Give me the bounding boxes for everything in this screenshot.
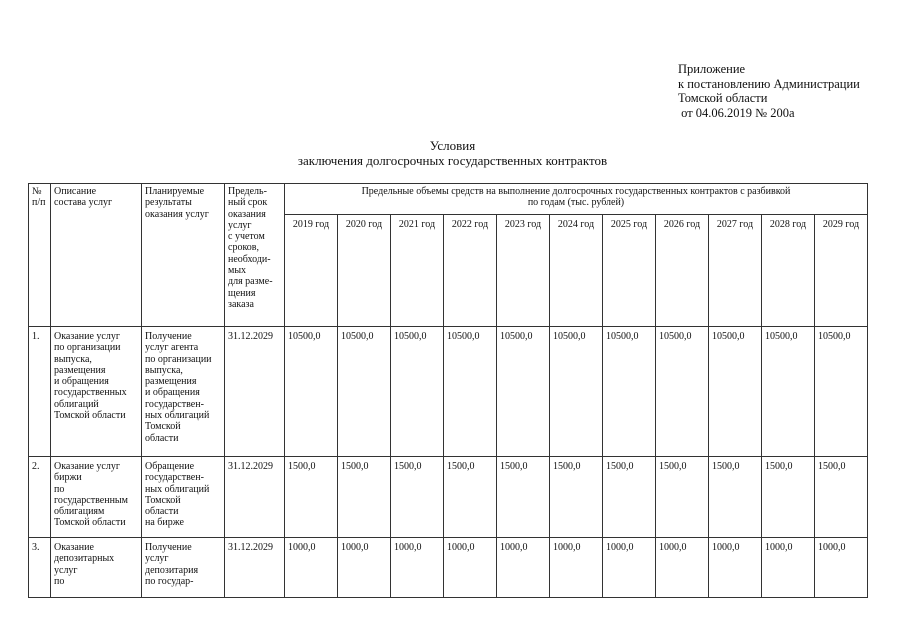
document-title: [0, 138, 905, 168]
row-value: 1000,0: [550, 538, 603, 598]
appendix-line: от 04.06.2019 № 200а: [678, 105, 795, 120]
year-header: 2022 год: [444, 215, 497, 327]
row-value: 1500,0: [550, 457, 603, 538]
year-header: 2029 год: [815, 215, 868, 327]
row-value: 1500,0: [603, 457, 656, 538]
header-results: Планируемые результаты оказания услуг: [142, 184, 225, 327]
row-value: 10500,0: [550, 327, 603, 457]
header-num: № п/п: [29, 184, 51, 327]
header-row: [29, 184, 868, 215]
appendix-line: к постановлению Администрации: [678, 76, 860, 91]
row-value: 1500,0: [815, 457, 868, 538]
year-header: 2023 год: [497, 215, 550, 327]
row-results: Получение услуг депозитария по государ-: [142, 538, 225, 598]
table-row: [29, 538, 868, 598]
header-deadline: Предель- ный срок оказания услуг с учетом сроков, необходи- мых для разме- щения заказа: [225, 184, 285, 327]
row-value: 1500,0: [338, 457, 391, 538]
table-row: [29, 327, 868, 457]
year-header: 2024 год: [550, 215, 603, 327]
row-value: 1500,0: [444, 457, 497, 538]
row-value: 10500,0: [338, 327, 391, 457]
row-value: 10500,0: [391, 327, 444, 457]
row-value: 1000,0: [815, 538, 868, 598]
row-deadline: 31.12.2029: [225, 538, 285, 598]
row-value: 1500,0: [497, 457, 550, 538]
title-line-1: Условия: [429, 138, 476, 153]
year-header: 2028 год: [762, 215, 815, 327]
row-value: 10500,0: [709, 327, 762, 457]
contracts-table: [28, 183, 868, 598]
row-deadline: 31.12.2029: [225, 457, 285, 538]
appendix-block: [678, 62, 860, 120]
row-value: 1000,0: [762, 538, 815, 598]
row-value: 1000,0: [338, 538, 391, 598]
row-num: 3.: [29, 538, 51, 598]
row-value: 1000,0: [391, 538, 444, 598]
year-header: 2020 год: [338, 215, 391, 327]
year-header: 2026 год: [656, 215, 709, 327]
row-value: 1000,0: [285, 538, 338, 598]
row-description: Оказание услуг биржи по государственным облигациям Томской области: [51, 457, 142, 538]
row-value: 1500,0: [709, 457, 762, 538]
title-line-2: заключения долгосрочных государственных контрактов: [297, 153, 608, 168]
year-header: 2019 год: [285, 215, 338, 327]
year-header: 2027 год: [709, 215, 762, 327]
row-value: 1000,0: [497, 538, 550, 598]
row-value: 1500,0: [762, 457, 815, 538]
row-value: 10500,0: [285, 327, 338, 457]
row-value: 1500,0: [285, 457, 338, 538]
row-results: Обращение государствен- ных облигаций Томской области на бирже: [142, 457, 225, 538]
row-num: 2.: [29, 457, 51, 538]
appendix-line: Томской области: [678, 91, 768, 105]
header-description: Описание состава услуг: [51, 184, 142, 327]
row-description: Оказание услуг по организации выпуска, размещения и обращения государственных облигаций Томской области: [51, 327, 142, 457]
year-header: 2021 год: [391, 215, 444, 327]
row-value: 1500,0: [391, 457, 444, 538]
row-description: Оказание депозитарных услуг по: [51, 538, 142, 598]
row-results: Получение услуг агента по организации выпуска, размещения и обращения государствен- ных облигаций Томской области: [142, 327, 225, 457]
header-limits: Предельные объемы средств на выполнение долгосрочных государственных контрактов с разбивкой по годам (тыс. рублей): [285, 184, 868, 215]
row-value: 1000,0: [444, 538, 497, 598]
row-value: 10500,0: [815, 327, 868, 457]
row-value: 1500,0: [656, 457, 709, 538]
row-value: 1000,0: [603, 538, 656, 598]
row-value: 10500,0: [444, 327, 497, 457]
appendix-line: Приложение: [678, 62, 746, 76]
row-deadline: 31.12.2029: [225, 327, 285, 457]
table-row: [29, 457, 868, 538]
row-value: 10500,0: [656, 327, 709, 457]
row-value: 10500,0: [603, 327, 656, 457]
row-value: 10500,0: [762, 327, 815, 457]
year-header: 2025 год: [603, 215, 656, 327]
row-value: 10500,0: [497, 327, 550, 457]
row-value: 1000,0: [656, 538, 709, 598]
row-value: 1000,0: [709, 538, 762, 598]
row-num: 1.: [29, 327, 51, 457]
